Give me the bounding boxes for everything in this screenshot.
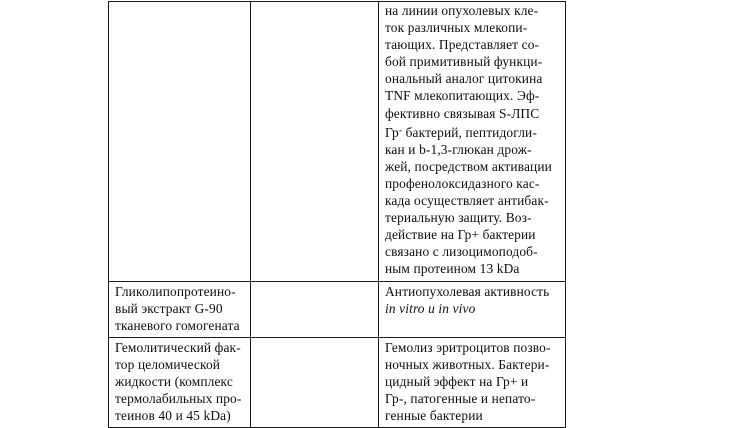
table-row	[109, 281, 566, 337]
cell-activity	[379, 281, 566, 337]
activity-text: Гемолиз эритроцитов позво- ночных животных. Бактери- цидный эффект на Гр+ и Гр-, патогенные и непато- генные бактерии	[385, 339, 551, 424]
cell-source	[251, 281, 379, 337]
cell-activity	[379, 2, 566, 282]
cell-substance	[109, 2, 251, 282]
table-body	[109, 2, 566, 428]
cell-substance	[109, 337, 251, 427]
cell-source	[251, 2, 379, 282]
substance-text: Гемолитический фак- тор целомической жидкости (комплекс термолабильных про- теинов 40 и 45 kDa)	[115, 339, 242, 424]
table-row	[109, 337, 566, 427]
activity-text: Антиопухолевая активность in vitro и in vivo	[385, 283, 550, 316]
cell-substance	[109, 281, 251, 337]
activity-text: на линии опухолевых кле- ток различных млекопи- тающих. Представляет со- бой примитивный функци- ональный аналог цитокина TNF млекопитающих. Эф- фективно связывая S-ЛПС Гр- бактерий, пептидогли- кан и b-1,3-глюкан дрож- жей, посредством активации профенолоксидазного кас- када осуществляет антибак- териальную защиту. Воз- действие на Гр+ бактерии связано с лизоцимоподоб- ным протеином 13 kDa	[385, 3, 552, 277]
cell-activity	[379, 337, 566, 427]
substance-text: Гликолипопротеино- вый экстракт G-90 тканевого гомогената	[115, 283, 240, 333]
table-row	[109, 2, 566, 282]
cell-source	[251, 337, 379, 427]
biologically-active-substances-table	[108, 1, 566, 428]
